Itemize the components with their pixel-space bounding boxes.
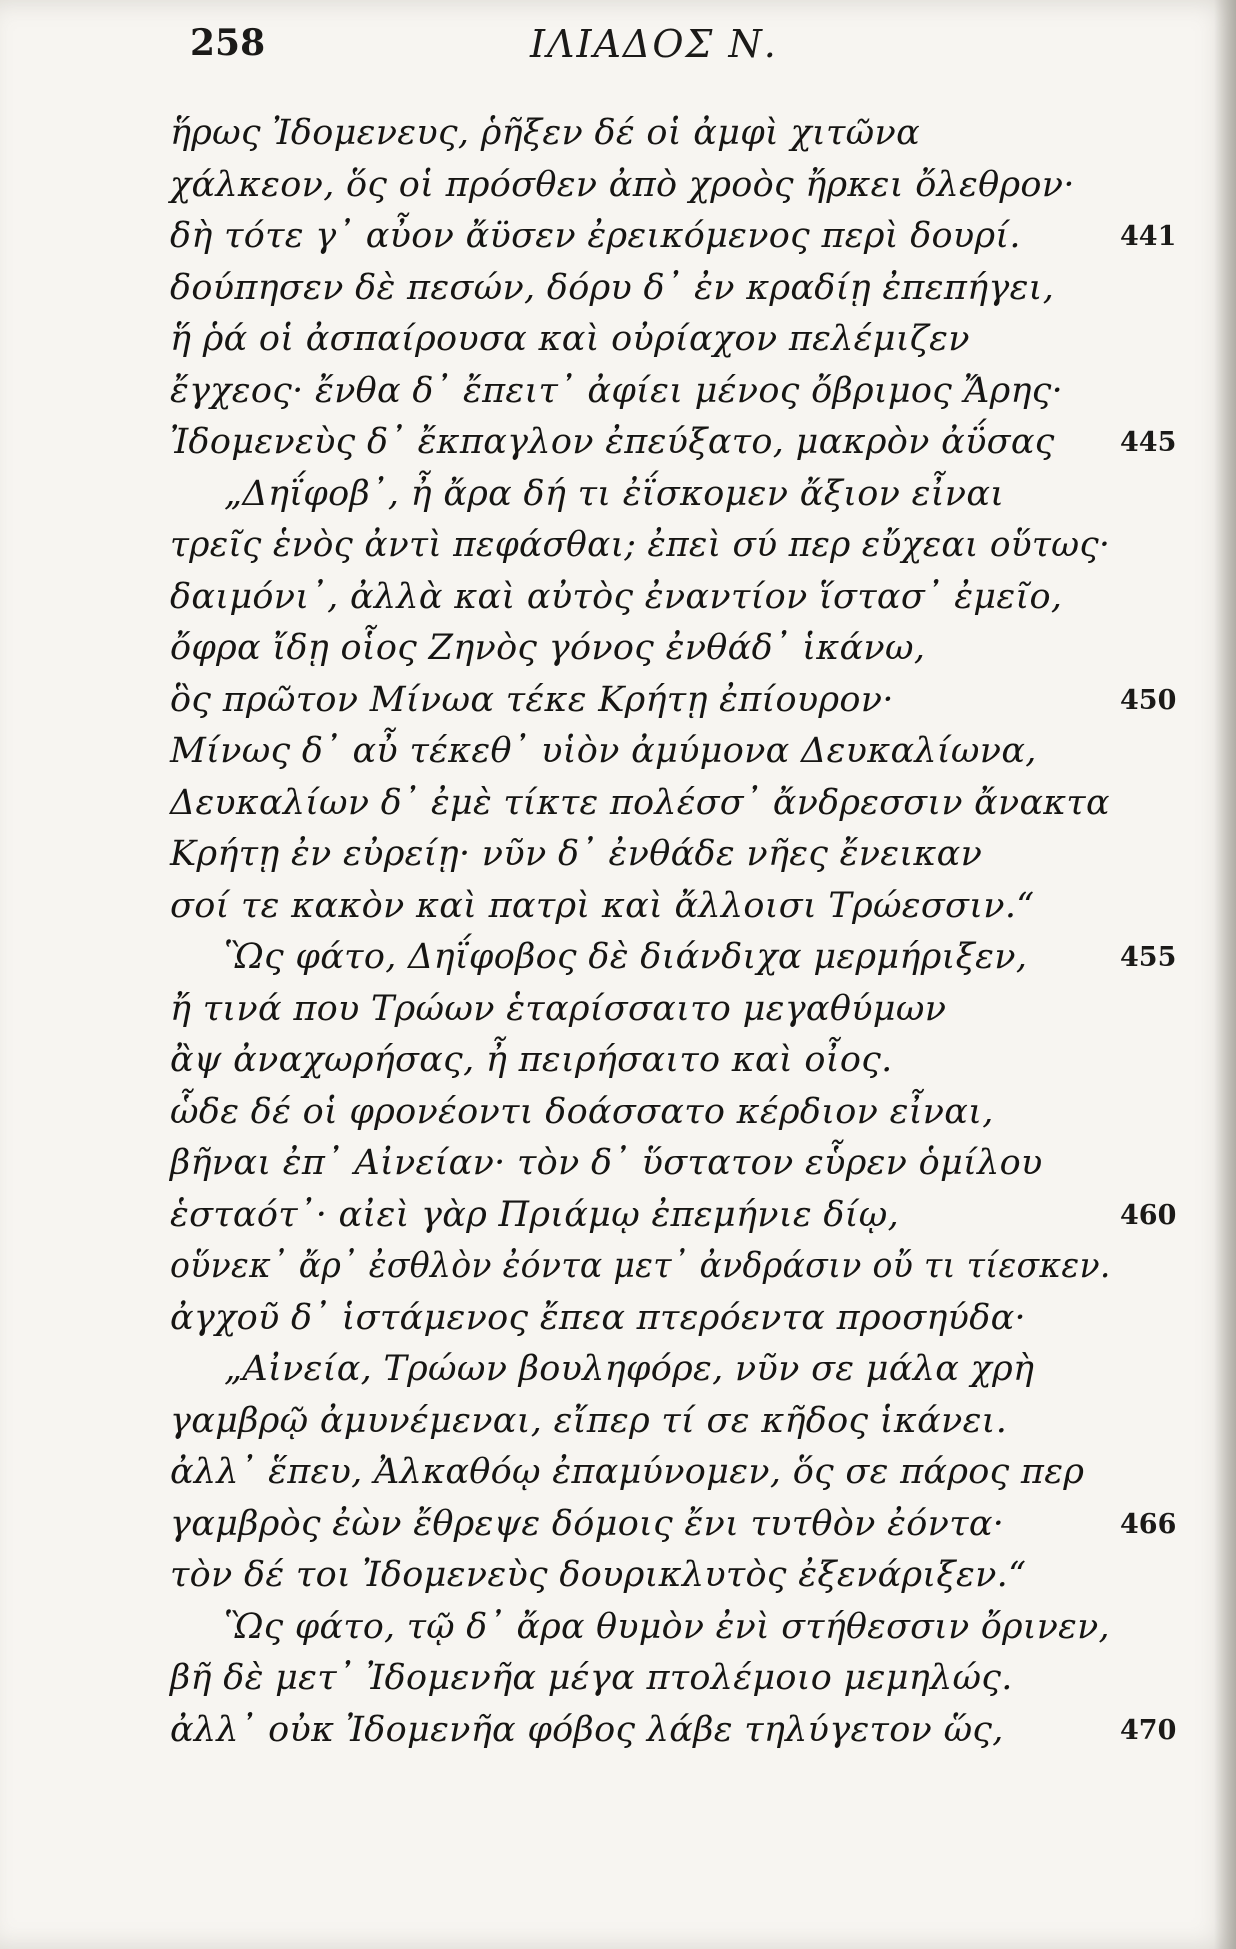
page-edge-shadow — [1214, 0, 1236, 1949]
line-number: 450 — [1120, 684, 1177, 716]
verse-text: δὴ τότε γ᾽ αὖον ἄϋσεν ἐρεικόμενος περὶ δουρί. — [170, 216, 1021, 256]
verse-line — [170, 211, 1177, 263]
line-number: 460 — [1120, 1199, 1177, 1231]
verse-text: Κρήτῃ ἐν εὐρείῃ· νῦν δ᾽ ἐνθάδε νῆες ἔνεικαν — [170, 834, 983, 874]
verse-line — [170, 1447, 1170, 1499]
verse-line — [170, 1705, 1177, 1757]
verse-text: βῆναι ἐπ᾽ Αἰνείαν· τὸν δ᾽ ὕστατον εὗρεν ὁμίλου — [170, 1143, 1043, 1183]
page-number: 258 — [190, 22, 266, 64]
verse-text: δούπησεν δὲ πεσών, δόρυ δ᾽ ἐν κραδίῃ ἐπεπήγει, — [170, 267, 1055, 308]
verse-text: „Δηΐφοβ᾽, ἦ ἄρα δή τι ἐΐσκομεν ἄξιον εἶναι — [224, 473, 1005, 514]
line-number: 445 — [1120, 427, 1177, 458]
verse-text: ἂψ ἀναχωρήσας, ἦ πειρήσαιτο καὶ οἶος. — [170, 1040, 893, 1080]
verse-line — [170, 1087, 1170, 1139]
verse-text: Μίνως δ᾽ αὖ τέκεθ᾽ υἱὸν ἀμύμονα Δευκαλίωνα, — [170, 731, 1037, 771]
verse-text: γαμβρὸς ἐὼν ἔθρεψε δόμοις ἔνι τυτθὸν ἐόντα· — [170, 1503, 1005, 1544]
verse-line — [170, 1190, 1177, 1242]
verse-text: οὕνεκ᾽ ἄρ᾽ ἐσθλὸν ἐόντα μετ᾽ ἀνδράσιν οὔ τι τίεσκεν. — [170, 1246, 1111, 1286]
line-number: 441 — [1120, 221, 1177, 252]
verse-line — [170, 314, 1170, 366]
verse-text: ὧδε δέ οἱ φρονέοντι δοάσσατο κέρδιον εἶναι, — [170, 1091, 994, 1132]
verse-text: ἀγχοῦ δ᾽ ἱστάμενος ἔπεα πτερόεντα προσηύδα· — [170, 1297, 1026, 1338]
verse-line — [170, 520, 1170, 572]
verse-line — [170, 726, 1170, 778]
verse-line — [170, 160, 1170, 212]
verse-line — [170, 1241, 1170, 1293]
verse-line — [170, 778, 1170, 830]
verse-line — [170, 829, 1170, 881]
verse-text: Ἰδομενεὺς δ᾽ ἔκπαγλον ἐπεύξατο, μακρὸν ἀΰσας — [170, 422, 1055, 462]
verse-line — [170, 1653, 1170, 1705]
verse-text: ἥρως Ἰδομενευς, ῥῆξεν δέ οἱ ἀμφὶ χιτῶνα — [170, 113, 920, 153]
verse-line — [170, 469, 1170, 521]
verse-line — [170, 572, 1170, 624]
verse-text: ἤ τινά που Τρώων ἑταρίσσαιτο μεγαθύμων — [170, 988, 947, 1029]
verse-text: Ὣς φάτο, Δηΐφοβος δὲ διάνδιχα μερμήριξεν, — [224, 937, 1028, 977]
verse-line — [170, 1035, 1170, 1087]
verse-text: τὸν δέ τοι Ἰδομενεὺς δουρικλυτὸς ἐξενάριξεν.“ — [170, 1555, 1027, 1595]
verse-text: ὃς πρῶτον Μίνωα τέκε Κρήτῃ ἐπίουρον· — [170, 679, 894, 720]
verse-line — [170, 1344, 1170, 1396]
verse-text: σοί τε κακὸν καὶ πατρὶ καὶ ἄλλοισι Τρώεσσιν.“ — [170, 885, 1035, 926]
verse-block — [170, 108, 1177, 1756]
verse-text: τρεῖς ἑνὸς ἀντὶ πεφάσθαι; ἐπεὶ σύ περ εὔχεαι οὕτως· — [170, 525, 1111, 565]
verse-text: ἑσταότ᾽· αἰεὶ γὰρ Πριάμῳ ἐπεμήνιε δίῳ, — [170, 1194, 900, 1235]
verse-line — [170, 675, 1177, 727]
verse-text: δαιμόνι᾽, ἀλλὰ καὶ αὐτὸς ἐναντίον ἵστασ᾽ ἐμεῖο, — [170, 576, 1063, 617]
verse-text: ἥ ῥά οἱ ἀσπαίρουσα καὶ οὐρίαχον πελέμιζεν — [170, 319, 970, 359]
verse-line — [170, 108, 1170, 160]
verse-line — [170, 1602, 1170, 1654]
verse-line — [170, 881, 1170, 933]
verse-text: ὄφρα ἴδῃ οἷος Ζηνὸς γόνος ἐνθάδ᾽ ἱκάνω, — [170, 628, 926, 668]
verse-text: ἀλλ᾽ ἕπευ, Ἀλκαθόῳ ἐπαμύνομεν, ὅς σε πάρος περ — [170, 1452, 1085, 1492]
verse-text: Δευκαλίων δ᾽ ἐμὲ τίκτε πολέσσ᾽ ἄνδρεσσιν ἄνακτα — [170, 782, 1110, 823]
verse-text: ἔγχεος· ἔνθα δ᾽ ἔπειτ᾽ ἀφίει μένος ὄβριμος Ἄρης· — [170, 370, 1064, 411]
verse-line — [170, 1499, 1177, 1551]
line-number: 466 — [1120, 1508, 1177, 1540]
verse-line — [170, 1550, 1170, 1602]
verse-text: γαμβρῷ ἀμυνέμεναι, εἴπερ τί σε κῆδος ἱκάνει. — [170, 1400, 1008, 1441]
running-title: ΙΛΙΑΔΟΣ Ν. — [530, 22, 778, 66]
verse-line — [170, 623, 1170, 675]
verse-text: χάλκεον, ὅς οἱ πρόσθεν ἀπὸ χροὸς ἤρκει ὄλεθρον· — [170, 164, 1075, 205]
verse-text: „Αἰνεία, Τρώων βουληφόρε, νῦν σε μάλα χρὴ — [224, 1349, 1035, 1389]
verse-line — [170, 366, 1170, 418]
verse-line — [170, 932, 1177, 984]
verse-text: ἀλλ᾽ οὐκ Ἰδομενῆα φόβος λάβε τηλύγετον ὥς, — [170, 1709, 1004, 1750]
line-number: 470 — [1120, 1714, 1177, 1746]
verse-line — [170, 1293, 1170, 1345]
verse-line — [170, 263, 1170, 315]
verse-line — [170, 417, 1177, 469]
line-number: 455 — [1120, 942, 1177, 973]
verse-line — [170, 984, 1170, 1036]
verse-text: Ὣς φάτο, τῷ δ᾽ ἄρα θυμὸν ἐνὶ στήθεσσιν ὄρινεν, — [224, 1606, 1110, 1647]
verse-text: βῆ δὲ μετ᾽ Ἰδομενῆα μέγα πτολέμοιο μεμηλώς. — [170, 1658, 1013, 1698]
verse-line — [170, 1138, 1170, 1190]
page-header — [0, 22, 1236, 82]
verse-line — [170, 1396, 1170, 1448]
